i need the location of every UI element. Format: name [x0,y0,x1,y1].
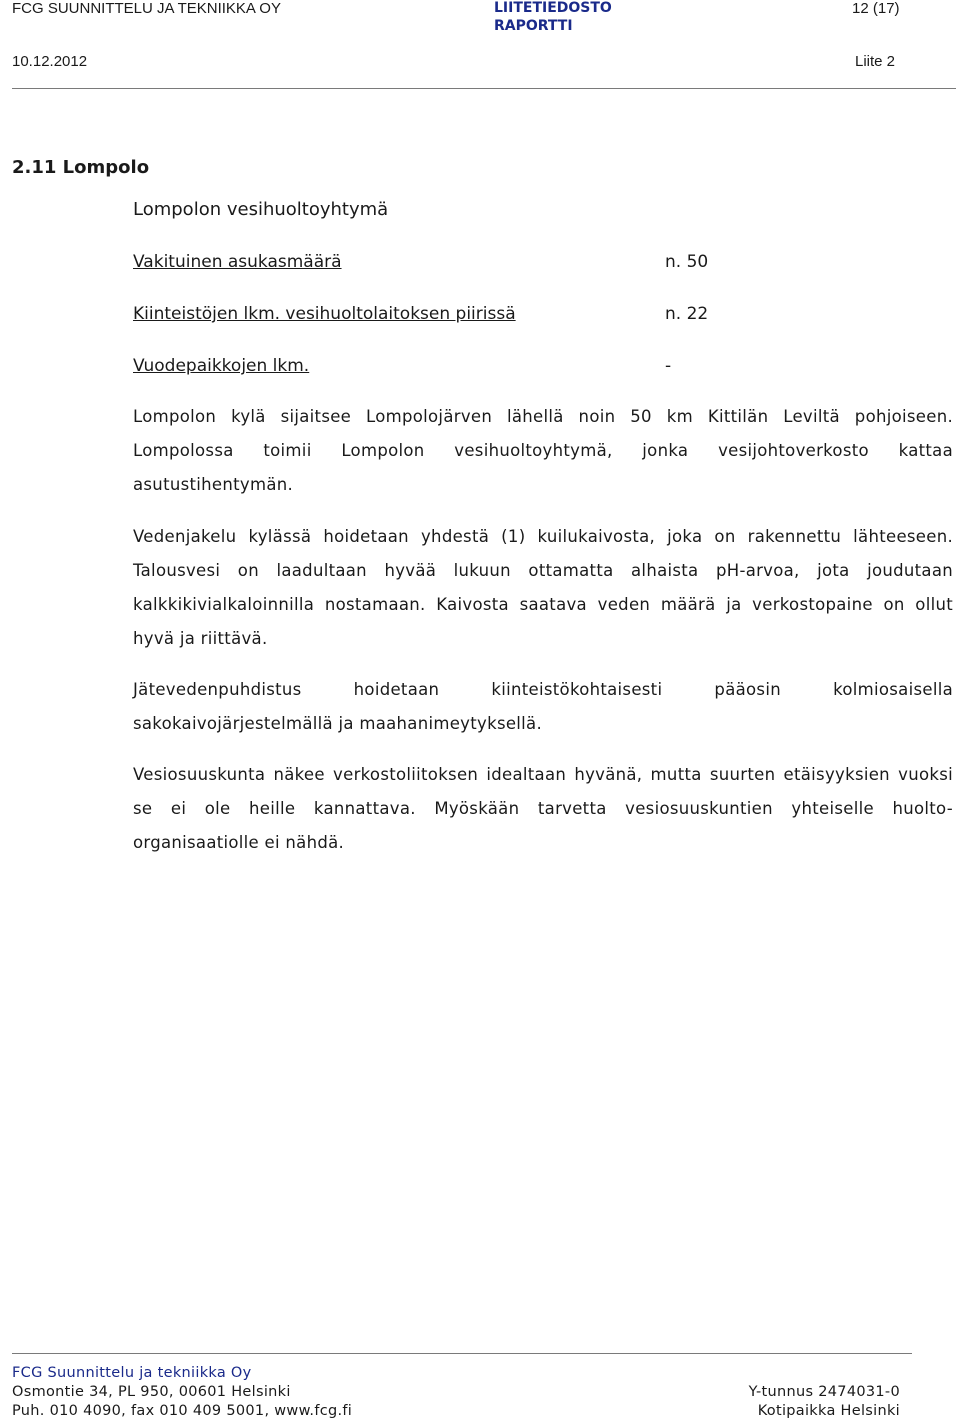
footer-company: FCG Suunnittelu ja tekniikka Oy [12,1365,252,1381]
fact-value-properties: n. 22 [665,304,709,324]
header-doc-type-line1: LIITETIEDOSTO [494,0,612,16]
header-appendix: Liite 2 [855,53,896,70]
footer-divider [12,1353,912,1354]
header-doc-type-line2: RAPORTTI [494,18,573,34]
paragraph-location: Lompolon kylä sijaitsee Lompolojärven lähellä noin 50 km Kittilän Leviltä pohjoiseen. Lompolossa toimii Lompolon vesihuoltoyhtymä, jonka vesijohtoverkosto kattaa asutustihentymän. [133,407,953,494]
header-divider [12,88,956,89]
section-subtitle: Lompolon vesihuoltoyhtymä [133,199,389,220]
footer-business-id: Y-tunnus 2474031-0 [748,1384,900,1400]
fact-value-beds: - [665,356,672,376]
footer-domicile: Kotipaikka Helsinki [757,1403,900,1419]
footer-address: Osmontie 34, PL 950, 00601 Helsinki [12,1384,291,1400]
header-company: FCG SUUNNITTELU JA TEKNIIKKA OY [12,0,281,17]
paragraph-water-supply: Vedenjakelu kylässä hoidetaan yhdestä (1) kuilukaivosta, joka on rakennettu lähteeseen. Talousvesi on laadultaan hyvää lukuun ottamatta alhaista pH-arvoa, jota joudutaan kalkkikivialkaloinnilla nostamaan. Kaivosta saatava veden määrä ja verkostopaine on ollut hyvä ja riittävä. [133,527,953,648]
header-page-number: 12 (17) [852,0,900,17]
section-title: 2.11 Lompolo [12,157,150,178]
fact-value-residents: n. 50 [665,252,709,272]
header-date: 10.12.2012 [12,53,88,70]
fact-label-beds: Vuodepaikkojen lkm. [133,356,310,376]
paragraph-network-connection: Vesiosuuskunta näkee verkostoliitoksen idealtaan hyvänä, mutta suurten etäisyyksien vuoksi se ei ole heille kannattava. Myöskään tarvetta vesiosuuskuntien yhteiselle huolto-organisaatiolle ei nähdä. [133,765,953,852]
footer-contact: Puh. 010 4090, fax 010 409 5001, www.fcg.fi [12,1403,353,1419]
fact-label-residents: Vakituinen asukasmäärä [133,252,342,272]
fact-label-properties: Kiinteistöjen lkm. vesihuoltolaitoksen piirissä [133,304,516,324]
paragraph-wastewater: Jätevedenpuhdistus hoidetaan kiinteistökohtaisesti pääosin kolmiosaisella sakokaivojärjestelmällä ja maahanimeytyksellä. [133,680,953,733]
